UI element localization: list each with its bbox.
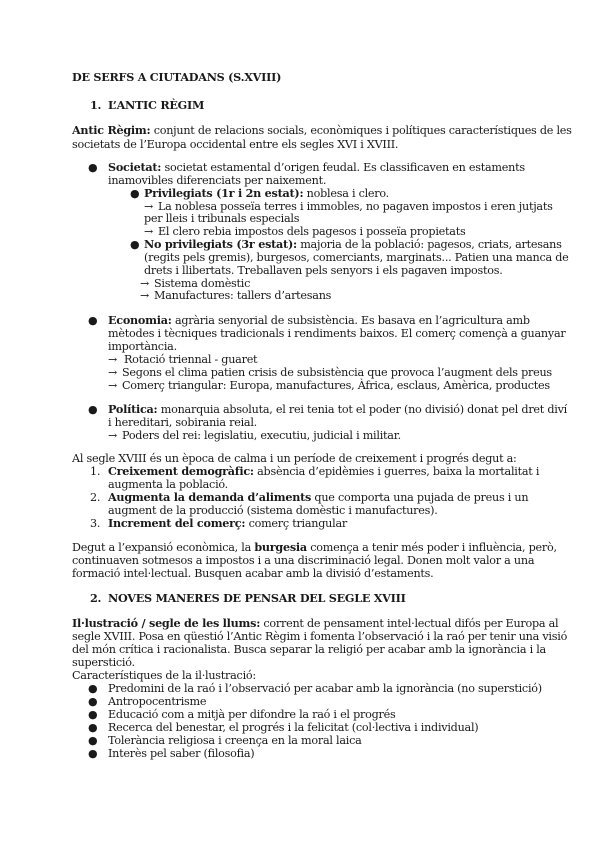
arrow-right-icon: → bbox=[108, 366, 118, 379]
no-privilegiats-note: Manufactures: tallers d’artesans bbox=[154, 289, 332, 302]
privilegiats-line bbox=[144, 187, 389, 200]
cause-line1 bbox=[108, 491, 528, 504]
politica-term: Política: bbox=[108, 402, 158, 416]
characteristic-item: Predomini de la raó i l’observació per acabar amb la ignorància (no superstició) bbox=[108, 682, 542, 695]
antic-regim-def2: societats de l’Europa occidental entre els segles XVI i XVIII. bbox=[72, 138, 399, 151]
page-title: DE SERFS A CIUTADANS (S.XVIII) bbox=[72, 70, 282, 84]
illustracio-def2: segle XVIII. Posa en qüestió l’Antic Règim i fomenta l’observació i la raó per tenir una visió bbox=[72, 630, 568, 643]
arrow-right-icon: → bbox=[144, 225, 154, 238]
characteristic-item: Recerca del benestar, el progrés i la felicitat (col·lectiva i individual) bbox=[108, 721, 479, 734]
cause-desc: absència d’epidèmies i guerres, baixa la mortalitat i bbox=[257, 465, 540, 478]
privilegiats-desc: noblesa i clero. bbox=[306, 187, 389, 200]
no-privilegiats-def2: (regits pels gremis), burgesos, comerciants, marginats... Patien una manca de bbox=[144, 251, 569, 264]
bullet-icon: ● bbox=[88, 734, 98, 747]
burgesia-term: burgesia bbox=[254, 540, 307, 554]
burgesia-line2: continuaven sotmesos a impostos i a una discriminació legal. Donen molt valor a una bbox=[72, 554, 535, 567]
arrow-right-icon: → bbox=[108, 429, 118, 442]
cause-number: 1. bbox=[90, 465, 101, 478]
section1-heading: L’ANTIC RÈGIM bbox=[108, 98, 205, 112]
politica-def2: i hereditari, sobirania reial. bbox=[108, 416, 257, 429]
economia-line1 bbox=[108, 314, 530, 327]
bullet-icon: ● bbox=[88, 695, 98, 708]
bullet-icon: ● bbox=[88, 161, 98, 174]
privilegiats-term: Privilegiats (1r i 2n estat): bbox=[144, 186, 304, 200]
bullet-icon: ● bbox=[88, 314, 98, 327]
societat-def2: inamovibles diferenciats per naixement. bbox=[108, 174, 327, 187]
cause-number: 2. bbox=[90, 491, 101, 504]
no-privilegiats-note: Sistema domèstic bbox=[154, 277, 251, 290]
bullet-icon: ● bbox=[88, 403, 98, 416]
privilegiats-note: La noblesa posseïa terres i immobles, no pagaven impostos i eren jutjats bbox=[158, 200, 553, 213]
economia-note: Segons el clima patien crisis de subsistència que provoca l’augment dels preus bbox=[122, 366, 552, 379]
burgesia-line3: formació intel·lectual. Busquen acabar amb la divisió d’estaments. bbox=[72, 567, 434, 580]
societat-term: Societat: bbox=[108, 160, 162, 174]
economia-term: Economia: bbox=[108, 313, 172, 327]
section2-number: 2. bbox=[90, 591, 102, 605]
section1-number: 1. bbox=[90, 98, 102, 112]
illustracio-def4: superstició. bbox=[72, 656, 135, 669]
bullet-icon: ● bbox=[130, 187, 140, 200]
cause-term: Augmenta la demanda d’aliments bbox=[108, 490, 312, 504]
no-privilegiats-def1: majoria de la població: pagesos, criats, artesans bbox=[300, 238, 562, 251]
antic-regim-term: Antic Règim: bbox=[72, 123, 151, 137]
cause-line2: augment de la producció (sistema domèstic i manufactures). bbox=[108, 504, 438, 517]
cause-term: Creixement demogràfic: bbox=[108, 464, 254, 478]
arrow-right-icon: → bbox=[140, 289, 150, 302]
politica-note: Poders del rei: legislatiu, executiu, judicial i militar. bbox=[122, 429, 401, 442]
cause-line2: augmenta la població. bbox=[108, 478, 228, 491]
privilegiats-note: per lleis i tribunals especials bbox=[144, 212, 300, 225]
arrow-right-icon: → bbox=[144, 200, 154, 213]
economia-def2: mètodes i tècniques tradicionals i rendiments baixos. El comerç començà a guanyar bbox=[108, 327, 566, 340]
economia-def1: agrària senyorial de subsistència. Es basava en l’agricultura amb bbox=[174, 314, 530, 327]
no-privilegiats-line1 bbox=[144, 238, 562, 251]
antic-regim-def1: conjunt de relacions socials, econòmiques i polítiques característiques de les bbox=[153, 124, 572, 137]
characteristic-item: Tolerància religiosa i creença en la moral laica bbox=[108, 734, 362, 747]
politica-line1 bbox=[108, 403, 567, 416]
cause-desc: comerç triangular bbox=[248, 517, 347, 530]
societat-def1: societat estamental d’origen feudal. Es classificaven en estaments bbox=[164, 161, 525, 174]
arrow-right-icon: → bbox=[108, 353, 118, 366]
illustracio-line1 bbox=[72, 617, 558, 630]
cause-desc: que comporta una pujada de preus i un bbox=[314, 491, 529, 504]
characteristic-item: Interès pel saber (filosofia) bbox=[108, 747, 255, 760]
economia-note: Rotació triennal - guaret bbox=[124, 353, 258, 366]
arrow-right-icon: → bbox=[108, 379, 118, 392]
privilegiats-note: El clero rebia impostos dels pagesos i posseïa propietats bbox=[158, 225, 466, 238]
bullet-icon: ● bbox=[130, 238, 140, 251]
burgesia-post: comença a tenir més poder i influència, però, bbox=[310, 541, 557, 554]
no-privilegiats-term: No privilegiats (3r estat): bbox=[144, 237, 297, 251]
economia-note: Comerç triangular: Europa, manufactures, Àfrica, esclaus, Amèrica, productes bbox=[122, 379, 550, 392]
characteristic-item: Antropocentrisme bbox=[108, 695, 207, 708]
no-privilegiats-def3: drets i llibertats. Treballaven pels senyors i els pagaven impostos. bbox=[144, 264, 503, 277]
burgesia-line1 bbox=[72, 541, 557, 554]
cause-number: 3. bbox=[90, 517, 101, 530]
illustracio-term: Il·lustració / segle de les llums: bbox=[72, 616, 261, 630]
antic-regim-line1 bbox=[72, 124, 572, 137]
cause-line1 bbox=[108, 465, 539, 478]
arrow-right-icon: → bbox=[140, 277, 150, 290]
burgesia-pre: Degut a l’expansió econòmica, la bbox=[72, 541, 251, 554]
economia-def3: importància. bbox=[108, 340, 177, 353]
cause-line1 bbox=[108, 517, 347, 530]
politica-def1: monarquia absoluta, el rei tenia tot el poder (no divisió) donat pel dret diví bbox=[160, 403, 567, 416]
section2-heading: NOVES MANERES DE PENSAR DEL SEGLE XVIII bbox=[108, 591, 406, 605]
bullet-icon: ● bbox=[88, 721, 98, 734]
characteristics-heading: Característiques de la il·lustració: bbox=[72, 669, 256, 682]
bullet-icon: ● bbox=[88, 708, 98, 721]
societat-line1 bbox=[108, 161, 525, 174]
illustracio-def3: del món crítica i racionalista. Busca separar la religió per acabar amb la ignorància i la bbox=[72, 643, 546, 656]
illustracio-def1: corrent de pensament intel·lectual difós per Europa al bbox=[263, 617, 559, 630]
bullet-icon: ● bbox=[88, 747, 98, 760]
cause-term: Increment del comerç: bbox=[108, 516, 246, 530]
characteristic-item: Educació com a mitjà per difondre la raó i el progrés bbox=[108, 708, 396, 721]
bullet-icon: ● bbox=[88, 682, 98, 695]
segle-intro: Al segle XVIII és un època de calma i un període de creixement i progrés degut a: bbox=[72, 452, 517, 465]
